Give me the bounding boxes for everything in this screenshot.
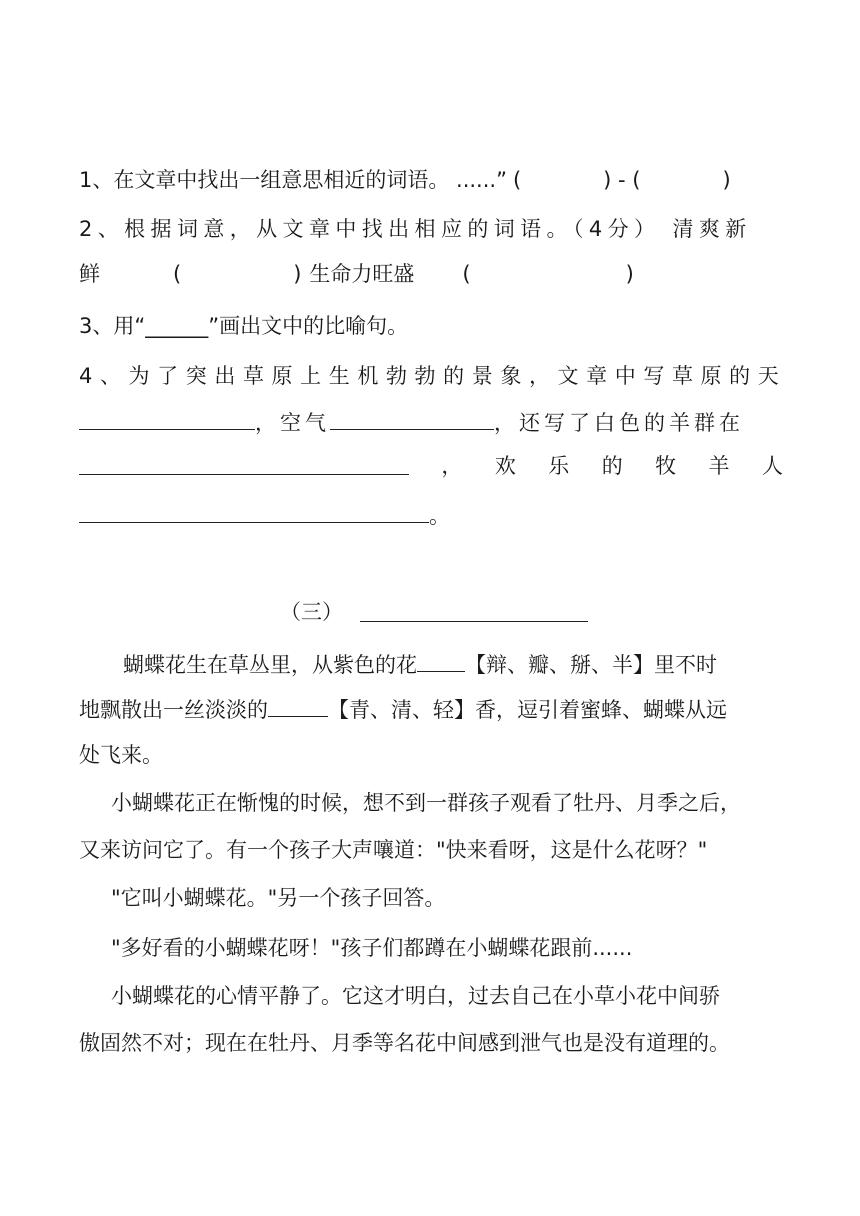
question-1-text: 1、在文章中找出一组意思相近的词语。 ......” xyxy=(79,168,507,192)
passage-para-1-line-3: 处飞来。 xyxy=(79,743,163,767)
section-3-title: （三） xyxy=(280,600,343,624)
passage-para-5-line-2: 傲固然不对；现在在牡丹、月季等名花中间感到泄气也是没有道理的。 xyxy=(79,1031,730,1055)
question-4-line-3 xyxy=(79,452,783,480)
passage-para-2-line-1: 小蝴蝶花正在惭愧的时候，想不到一群孩子观看了牡丹、月季之后， xyxy=(111,791,741,815)
question-4-char-5: 羊 xyxy=(708,454,730,478)
section-3-title-blank[interactable] xyxy=(360,621,588,622)
question-1 xyxy=(79,166,783,194)
question-3-blank: ______ xyxy=(145,314,209,338)
question-2-paren-open-1: ( xyxy=(173,262,182,286)
question-4-char-6: 人 xyxy=(761,454,783,478)
question-3-prefix: 3、用“ xyxy=(79,314,146,338)
question-1-paren-open: ( xyxy=(512,168,522,192)
answer-blank-shepherd[interactable] xyxy=(79,500,429,523)
question-2-word-1: 鲜 xyxy=(79,262,100,286)
answer-blank-sky[interactable] xyxy=(79,407,255,430)
question-4-line-4 xyxy=(79,500,783,530)
answer-blank-sheep[interactable] xyxy=(79,452,409,475)
question-3-suffix: ”画出文中的比喻句。 xyxy=(208,314,409,338)
question-2-line-1: 2、根据词意，从文章中找出相应的词语。（4分） 清爽新 xyxy=(79,217,752,241)
answer-blank-air[interactable] xyxy=(330,407,494,430)
answer-blank-petal[interactable] xyxy=(417,649,465,672)
question-4-line-2 xyxy=(79,407,783,437)
passage-para-1-options-b: 【青、清、轻】香，逗引着蜜蜂、蝴蝶从远 xyxy=(328,698,727,722)
question-4-char-4: 牧 xyxy=(655,454,677,478)
answer-blank-fragrance[interactable] xyxy=(268,694,328,717)
question-2-paren-close-1: ) xyxy=(293,262,302,286)
passage-para-3: "它叫小蝴蝶花。"另一个孩子回答。 xyxy=(111,886,446,910)
passage-para-1-text-b: 地飘散出一丝淡淡的 xyxy=(79,698,268,722)
passage-para-2-line-2: 又来访问它了。有一个孩子大声嚷道："快来看呀，这是什么花呀？" xyxy=(79,838,708,862)
question-2-word-2: 生命力旺盛 xyxy=(309,262,415,286)
passage-para-1-text-a: 蝴蝶花生在草丛里，从紫色的花 xyxy=(123,653,417,677)
question-2-paren-close-2: ) xyxy=(625,262,634,286)
question-4-comma: ， xyxy=(441,454,463,478)
question-2-line-2 xyxy=(79,260,783,288)
question-1-paren-mid: ) - ( xyxy=(603,168,641,192)
question-3 xyxy=(79,312,783,340)
passage-para-1-line-2 xyxy=(79,694,783,724)
question-4-line-1: 4、为了突出草原上生机勃勃的景象，文章中写草原的天 xyxy=(79,364,787,388)
question-1-paren-close: ) xyxy=(722,168,731,192)
passage-para-1-options-a: 【辩、瓣、掰、半】里不时 xyxy=(465,653,717,677)
question-4-sheep-text: ，还写了白色的羊群在 xyxy=(494,411,744,435)
question-2-paren-open-2: ( xyxy=(462,262,471,286)
passage-para-1-line-1 xyxy=(79,649,783,679)
question-4-char-2: 乐 xyxy=(548,454,570,478)
passage-para-5-line-1: 小蝴蝶花的心情平静了。它这才明白，过去自己在小草小花中间骄 xyxy=(111,984,720,1008)
passage-para-4: "多好看的小蝴蝶花呀！"孩子们都蹲在小蝴蝶花跟前...... xyxy=(111,936,633,960)
question-4-end: 。 xyxy=(429,504,450,528)
question-4-air-text: ，空气 xyxy=(255,411,330,435)
question-4-char-3: 的 xyxy=(601,454,623,478)
question-4-char-1: 欢 xyxy=(494,454,516,478)
